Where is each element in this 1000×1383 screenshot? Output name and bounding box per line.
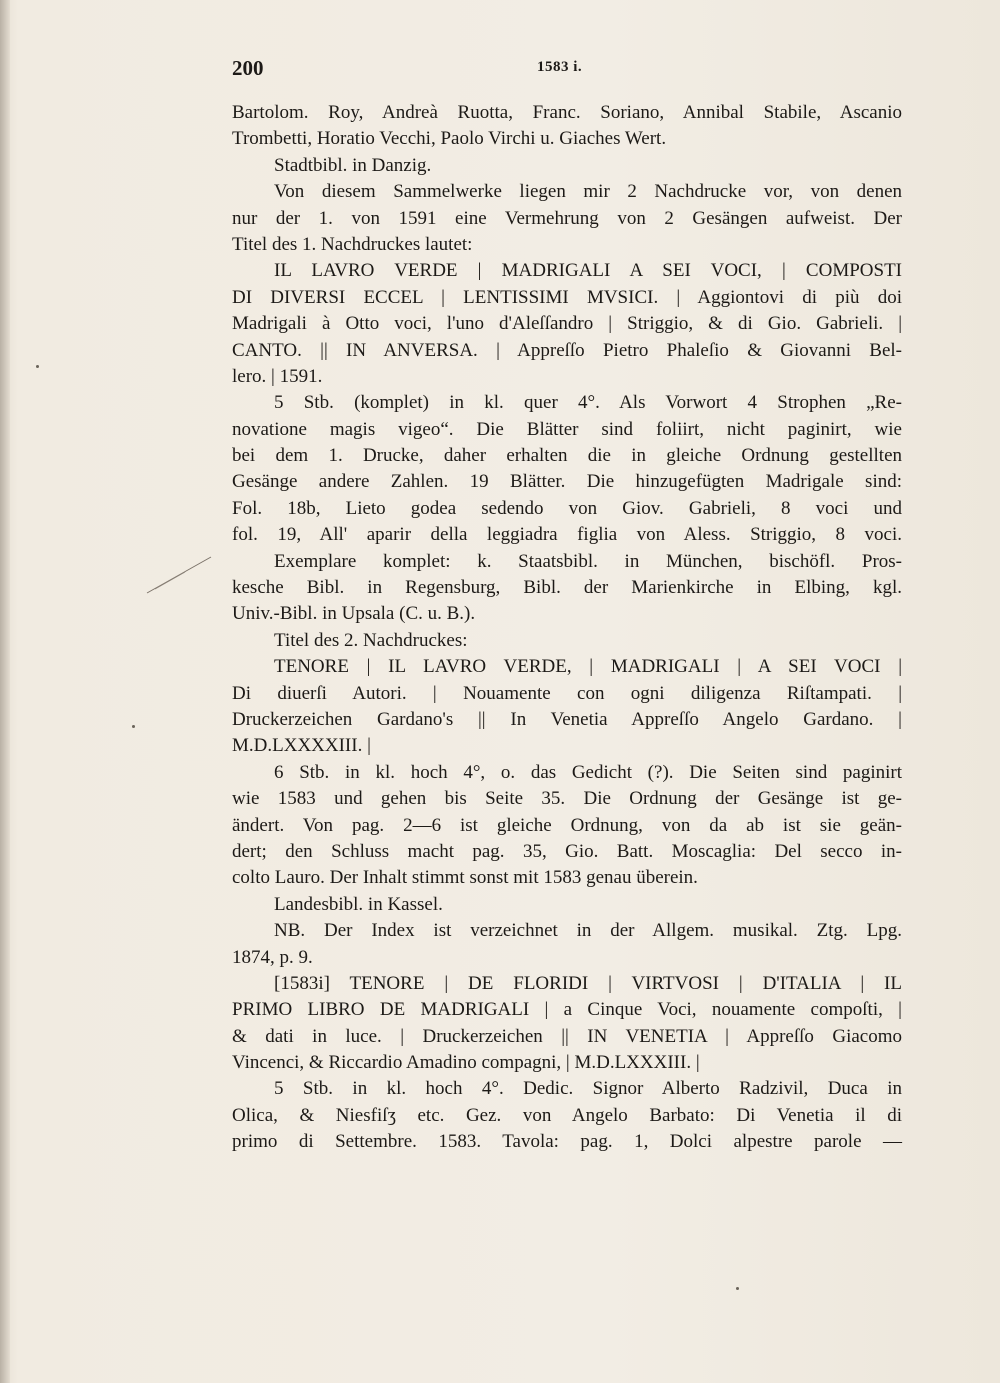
text-line: Von diesem Sammelwerke liegen mir 2 Nachdrucke vor, von denen [274, 181, 902, 203]
text-line: Trombetti, Horatio Vecchi, Paolo Virchi u. Giaches Wert. [232, 128, 667, 150]
text-line: lero. | 1591. [232, 365, 323, 387]
text-line: Olica, & Niesfiſʒ etc. Gez. von Angelo Barbato: Di Venetia il di [232, 1104, 902, 1126]
text-line: CANTO. || IN ANVERSA. | Appreſſo Pietro Phaleſio & Giovanni Bel- [232, 339, 902, 361]
text-line: colto Lauro. Der Inhalt stimmt sonst mit 1583 genau überein. [232, 867, 698, 889]
page-body-text [232, 100, 902, 1156]
text-line: Fol. 18b, Lieto godea sedendo von Giov. Gabrieli, 8 voci und [232, 497, 902, 519]
page-number: 200 [232, 56, 264, 80]
text-line: Madrigali à Otto voci, l'uno d'Aleſſandro | Striggio, & di Gio. Gabrieli. | [232, 313, 902, 335]
text-line: Stadtbibl. in Danzig. [274, 154, 432, 176]
page-header [232, 56, 902, 86]
text-line: Exemplare komplet: k. Staatsbibl. in München, bischöfl. Pros- [274, 550, 902, 572]
text-line: IL LAVRO VERDE | MADRIGALI A SEI VOCI, | COMPOSTI [274, 260, 902, 282]
text-line: Titel des 1. Nachdruckes lautet: [232, 233, 473, 255]
text-line: ändert. Von pag. 2—6 ist gleiche Ordnung, von da ab ist sie geän- [232, 814, 902, 836]
text-line: NB. Der Index ist verzeichnet in der Allgem. musikal. Ztg. Lpg. [274, 920, 902, 942]
text-line: 5 Stb. (komplet) in kl. quer 4°. Als Vorwort 4 Strophen „Re- [274, 392, 902, 414]
text-line: Gesänge andere Zahlen. 19 Blätter. Die hinzugefügten Madrigale sind: [232, 471, 902, 493]
text-line: Landesbibl. in Kassel. [274, 893, 443, 915]
speck [36, 365, 39, 368]
text-line: PRIMO LIBRO DE MADRIGALI | a Cinque Voci, nouamente compoſti, | [232, 999, 902, 1021]
text-line: primo di Settembre. 1583. Tavola: pag. 1, Dolci alpestre parole — [232, 1131, 902, 1153]
text-line: Univ.-Bibl. in Upsala (C. u. B.). [232, 603, 476, 625]
text-line: Bartolom. Roy, Andreà Ruotta, Franc. Soriano, Annibal Stabile, Ascanio [232, 102, 902, 123]
text-line: kesche Bibl. in Regensburg, Bibl. der Marienkirche in Elbing, kgl. [232, 577, 902, 599]
text-line: wie 1583 und gehen bis Seite 35. Die Ordnung der Gesänge ist ge- [232, 788, 902, 810]
text-line: fol. 19, All' aparir della leggiadra figlia von Aless. Striggio, 8 voci. [232, 524, 902, 546]
text-line: Druckerzeichen Gardano's || In Venetia Appreſſo Angelo Gardano. | [232, 708, 902, 730]
text-line: Vincenci, & Riccardio Amadino compagni, | M.D.LXXXIII. | [232, 1052, 700, 1074]
text-line: bei dem 1. Drucke, daher erhalten die in gleiche Ordnung gestellten [232, 445, 902, 467]
pencil-mark [145, 555, 215, 595]
text-line: Di diuerſi Autori. | Nouamente con ogni diligenza Riſtampati. | [232, 682, 902, 704]
text-line: DI DIVERSI ECCEL | LENTISSIMI MVSICI. | Aggiontovi di più doi [232, 286, 902, 308]
speck [736, 1287, 739, 1290]
text-line: 5 Stb. in kl. hoch 4°. Dedic. Signor Alberto Radzivil, Duca in [274, 1078, 902, 1100]
text-line: novatione magis vigeo“. Die Blätter sind foliirt, nicht paginirt, wie [232, 418, 902, 440]
text-line: & dati in luce. | Druckerzeichen || IN VENETIA | Appreſſo Giacomo [232, 1025, 902, 1047]
text-line: TENORE | IL LAVRO VERDE, | MADRIGALI | A SEI VOCI | [274, 656, 902, 678]
text-line: [1583i] TENORE | DE FLORIDI | VIRTVOSI | D'ITALIA | IL [274, 972, 902, 994]
text-line: Titel des 2. Nachdruckes: [274, 629, 468, 651]
text-line: nur der 1. von 1591 eine Vermehrung von 2 Gesängen aufweist. Der [232, 207, 902, 229]
text-line: 6 Stb. in kl. hoch 4°, o. das Gedicht (?). Die Seiten sind paginirt [274, 761, 902, 783]
running-head: 1583 i. [537, 59, 583, 75]
page-spine-shadow [0, 0, 10, 1383]
text-line: M.D.LXXXXIII. | [232, 735, 371, 757]
text-line: 1874, p. 9. [232, 946, 313, 968]
text-line: dert; den Schluss macht pag. 35, Gio. Batt. Moscaglia: Del secco in- [232, 840, 902, 862]
speck [132, 725, 135, 728]
